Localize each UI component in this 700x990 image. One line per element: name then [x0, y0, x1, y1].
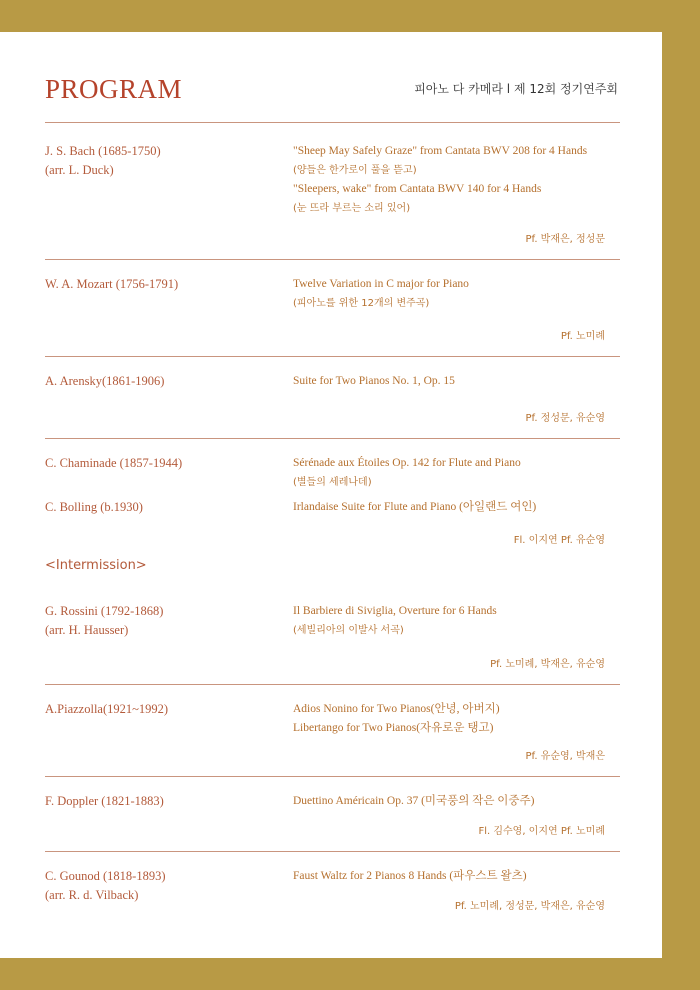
- work-title: "Sheep May Safely Graze" from Cantata BWV 208 for 4 Hands: [293, 145, 588, 157]
- work-title: Faust Waltz for 2 Pianos 8 Hands (파우스트 왈츠): [293, 870, 527, 882]
- composer-name: W. A. Mozart (1756-1791): [45, 277, 179, 291]
- composer-name: C. Gounod (1818-1893): [45, 869, 166, 883]
- work-title: Duettino Américain Op. 37 (미국풍의 작은 이중주): [293, 795, 535, 807]
- work-title: Il Barbiere di Siviglia, Overture for 6 Hands: [293, 605, 497, 617]
- divider: [45, 438, 620, 439]
- composer-name: A. Arensky(1861-1906): [45, 374, 165, 388]
- performers: Pf. 박재은, 정성문: [525, 234, 605, 245]
- work-title: "Sleepers, wake" from Cantata BWV 140 for 4 Hands: [293, 183, 542, 195]
- works-block: [293, 454, 521, 492]
- performers: Fl. 이지연 Pf. 유순영: [513, 535, 605, 546]
- page-title: PROGRAM: [45, 74, 183, 104]
- divider: [45, 776, 620, 777]
- performers: Pf. 노미례, 정성문, 박재은, 유순영: [454, 901, 605, 912]
- divider: [45, 356, 620, 357]
- composer-block: [45, 867, 165, 905]
- composer-block: [45, 700, 168, 719]
- composer-block: [45, 602, 163, 640]
- works-block: [293, 792, 534, 811]
- work-title: Sérénade aux Étoiles Op. 142 for Flute and Piano: [293, 457, 521, 469]
- divider: [45, 851, 620, 852]
- composer-name: J. S. Bach (1685-1750): [45, 144, 161, 158]
- composer-name: A.Piazzolla(1921~1992): [45, 702, 169, 716]
- works-block: [293, 867, 527, 886]
- composer-name: C. Bolling (b.1930): [45, 500, 143, 514]
- work-korean-title: (세빌리아의 이발사 서곡): [293, 625, 404, 636]
- divider: [45, 259, 620, 260]
- composer-block: [45, 275, 178, 294]
- performers: Pf. 노미례, 박재은, 유순영: [490, 659, 605, 670]
- composer-name: C. Chaminade (1857-1944): [45, 456, 183, 470]
- works-block: [293, 142, 587, 218]
- works-block: [293, 275, 469, 313]
- composer-name: G. Rossini (1792-1868): [45, 604, 164, 618]
- work-korean-title: (양들은 한가로이 풀을 뜯고): [293, 165, 417, 176]
- composer-arranger: (arr. L. Duck): [45, 163, 114, 177]
- work-title: Irlandaise Suite for Flute and Piano (아일랜드 여인): [293, 501, 537, 513]
- work-korean-title: (눈 뜨라 부르는 소리 있어): [293, 203, 411, 214]
- works-block: [293, 602, 497, 640]
- works-block: [293, 700, 500, 738]
- performers: Pf. 유순영, 박재은: [525, 751, 605, 762]
- work-title: Suite for Two Pianos No. 1, Op. 15: [293, 375, 455, 387]
- work-title: Twelve Variation in C major for Piano: [293, 278, 469, 290]
- intermission-label: <Intermission>: [45, 558, 147, 573]
- divider: [45, 684, 620, 685]
- work-korean-title: (피아노를 위한 12개의 변주곡): [293, 298, 430, 309]
- divider: [45, 122, 620, 123]
- composer-block: [45, 792, 164, 811]
- composer-arranger: (arr. R. d. Vilback): [45, 888, 139, 902]
- work-title: Libertango for Two Pianos(자유로운 탱고): [293, 722, 494, 734]
- work-korean-title: (별들의 세레나데): [293, 477, 372, 488]
- works-block: [293, 372, 455, 391]
- concert-subtitle: 피아노 다 카메라 l 제 12회 정기연주회: [414, 82, 618, 96]
- composer-block: [45, 372, 164, 391]
- performers: Pf. 정성문, 유순영: [525, 413, 605, 424]
- work-title: Adios Nonino for Two Pianos(안녕, 아버지): [293, 703, 500, 715]
- composer-name: F. Doppler (1821-1883): [45, 794, 164, 808]
- composer-arranger: (arr. H. Hausser): [45, 623, 129, 637]
- performers: Fl. 김수영, 이지연 Pf. 노미례: [478, 826, 605, 837]
- composer-block: [45, 142, 161, 180]
- performers: Pf. 노미례: [560, 331, 605, 342]
